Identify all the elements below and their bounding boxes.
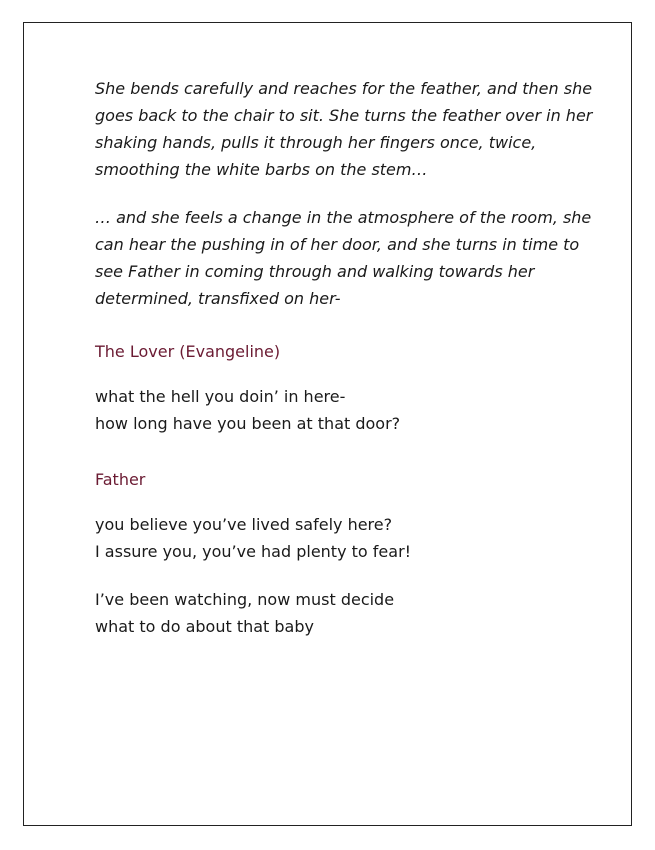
verse-line: you believe you’ve lived safely here? <box>95 515 393 534</box>
verse-line: what to do about that baby <box>95 617 314 636</box>
stage-direction-line: goes back to the chair to sit. She turns the feather over in her <box>95 106 593 125</box>
verse <box>95 586 575 640</box>
verse-line: I assure you, you’ve had plenty to fear! <box>95 542 412 561</box>
stage-direction <box>95 75 593 183</box>
verse <box>95 511 575 565</box>
page-content <box>95 75 593 661</box>
verse-line: how long have you been at that door? <box>95 414 401 433</box>
stage-direction-line: smoothing the white barbs on the stem… <box>95 160 428 179</box>
stage-direction-line: She bends carefully and reaches for the feather, and then she <box>95 79 593 98</box>
script-page <box>23 22 632 826</box>
stage-direction-line: see Father in coming through and walking towards her <box>95 262 535 281</box>
verse-line: what the hell you doin’ in here- <box>95 387 346 406</box>
verse-line: I’ve been watching, now must decide <box>95 590 395 609</box>
stage-direction-line: shaking hands, pulls it through her fingers once, twice, <box>95 133 537 152</box>
stage-direction-line: … and she feels a change in the atmosphere of the room, she <box>95 208 592 227</box>
stage-direction-line: can hear the pushing in of her door, and she turns in time to <box>95 235 580 254</box>
speaker-name-father: Father <box>95 470 146 489</box>
speaker-name-lover: The Lover (Evangeline) <box>95 342 281 361</box>
verse <box>95 383 575 437</box>
stage-direction <box>95 204 592 312</box>
stage-direction-line: determined, transfixed on her- <box>95 289 341 308</box>
